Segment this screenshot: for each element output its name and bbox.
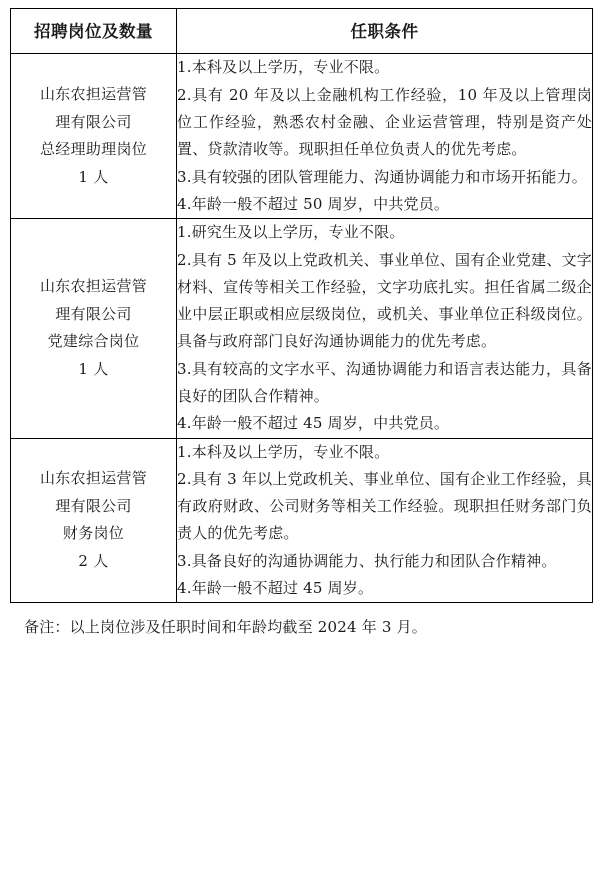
table-row xyxy=(11,438,593,603)
post-line: 理有限公司 xyxy=(55,112,132,131)
requirements-cell xyxy=(177,438,593,603)
post-line: 2 人 xyxy=(78,552,109,571)
requirement-item: 2.具有 20 年及以上金融机构工作经验，10 年及以上管理岗位工作经验，熟悉农村金融、企业运营管理，特别是资产处置、贷款清收等。现职担任单位负责人的优先考虑。 xyxy=(177,85,592,159)
requirement-item: 4.年龄一般不超过 50 周岁，中共党员。 xyxy=(177,194,450,213)
requirement-item: 1.本科及以上学历，专业不限。 xyxy=(177,442,390,461)
post-line: 山东农担运营管 xyxy=(39,84,148,103)
requirements-cell xyxy=(177,54,593,219)
requirements-cell xyxy=(177,219,593,438)
table-footnote: 备注：以上岗位涉及任职时间和年龄均截至 2024 年 3 月。 xyxy=(24,618,427,637)
requirement-item: 1.研究生及以上学历，专业不限。 xyxy=(177,223,405,242)
table-body xyxy=(11,54,593,603)
post-line: 党建综合岗位 xyxy=(47,332,140,351)
table-header-row xyxy=(11,9,593,54)
post-cell xyxy=(11,438,177,603)
post-line: 1 人 xyxy=(78,168,109,187)
post-cell xyxy=(11,54,177,219)
recruitment-table xyxy=(10,8,593,603)
post-line: 理有限公司 xyxy=(55,304,132,323)
requirement-item: 1.本科及以上学历，专业不限。 xyxy=(177,58,390,77)
column-header-requirements xyxy=(177,9,593,54)
table-row xyxy=(11,219,593,438)
post-line: 财务岗位 xyxy=(62,524,125,543)
post-line: 山东农担运营管 xyxy=(39,468,148,487)
requirement-item: 3.具有较高的文字水平、沟通协调能力和语言表达能力，具备良好的团队合作精神。 xyxy=(177,359,592,405)
table-header xyxy=(11,9,593,54)
post-line: 山东农担运营管 xyxy=(39,276,148,295)
post-cell xyxy=(11,219,177,438)
post-line: 总经理助理岗位 xyxy=(39,140,148,159)
column-header-post xyxy=(11,9,177,54)
table-row xyxy=(11,54,593,219)
requirement-item: 2.具有 5 年及以上党政机关、事业单位、国有企业党建、文字材料、宣传等相关工作经验，文字功底扎实。担任省属二级企业中层正职或相应层级岗位，或机关、事业单位正科级岗位。具备与政府部门良好沟通协调能力的优先考虑。 xyxy=(177,250,592,351)
requirement-item: 3.具有较强的团队管理能力、沟通协调能力和市场开拓能力。 xyxy=(177,167,587,186)
post-line: 1 人 xyxy=(78,360,109,379)
requirement-item: 2.具有 3 年以上党政机关、事业单位、国有企业工作经验，具有政府财政、公司财务等相关工作经验。现职担任财务部门负责人的优先考虑。 xyxy=(177,469,592,543)
requirement-item: 3.具备良好的沟通协调能力、执行能力和团队合作精神。 xyxy=(177,551,557,570)
column-header-requirements-label: 任职条件 xyxy=(350,22,419,41)
requirement-item: 4.年龄一般不超过 45 周岁，中共党员。 xyxy=(177,414,450,433)
post-line: 理有限公司 xyxy=(55,496,132,515)
requirement-item: 4.年龄一般不超过 45 周岁。 xyxy=(177,579,374,598)
column-header-post-label: 招聘岗位及数量 xyxy=(34,22,153,41)
